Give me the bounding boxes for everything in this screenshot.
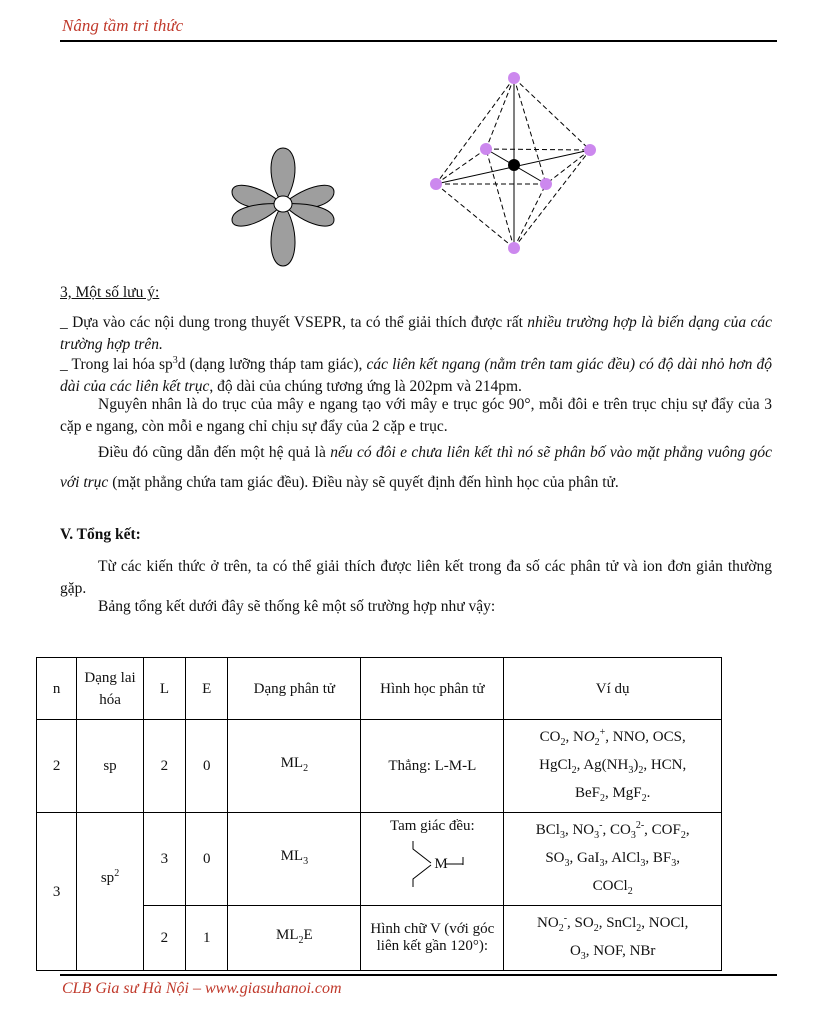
header-cell: L (143, 658, 185, 720)
summary-table (36, 657, 722, 971)
cell-n: 2 (37, 720, 77, 813)
cell-examples: BCl$_3$, $NO_3^-$, $CO_3^{2-}$, $COF_2$, $SO_3$, GaI$_3$, AlCl$_3$, $BF_3$, COCl$_2$ (504, 813, 722, 906)
section5-paragraph-2: Bảng tổng kết dưới đây sẽ thống kê một số trường hợp như vậy: (98, 598, 496, 615)
cell-e: 0 (186, 720, 228, 813)
octahedron-figure (424, 66, 604, 256)
section3-title: 3, Một số lưu ý: (60, 284, 160, 301)
cell-e: 1 (186, 906, 228, 971)
cell-hybridization: sp (77, 720, 143, 813)
section3-paragraph-4: Điều đó cũng dẫn đến một hệ quả là nếu có đôi e chưa liên kết thì nó sẽ phân bố vào mặt phẳng vuông góc với trục (mặt phẳng chứa tam giác đều). Điều này sẽ quyết định đến hình học của phân tử. (60, 444, 772, 491)
cell-examples: $NO_2^-$, $SO_2$, SnCl$_2$, NOCl, $O_3$, NOF, NBr (504, 906, 722, 971)
section3-paragraph-2: _ Trong lai hóa $sp^3d$ (dạng lưỡng tháp tam giác), các liên kết ngang (nằm trên tam giác đều) có độ dài nhỏ hơn độ dài của các liên kết trục, độ dài của chúng tương ứng là 202pm và 214pm. (60, 355, 772, 396)
table-row (37, 813, 722, 906)
geometry-label: Tam giác đều: (389, 818, 475, 834)
cell-molecule-type: $ML_2E$ (228, 906, 361, 971)
cell-e: 0 (186, 813, 228, 906)
cell-geometry: Thẳng: L-M-L (361, 720, 504, 813)
cell-l: 2 (143, 906, 185, 971)
trigonal-diagram (365, 837, 499, 889)
cell-l: 2 (143, 720, 185, 813)
cell-n: 3 (37, 813, 77, 971)
header-cell: n (37, 658, 77, 720)
section3-paragraph-3: Nguyên nhân là do trục của mây e ngang tạo với mây e trục góc 90°, mỗi đôi e trên trục chịu sự đẩy của 3 cặp e ngang, còn mỗi e ngang chỉ chịu sự đẩy của 2 cặp e trục. (60, 396, 772, 435)
section5-paragraph-1: Từ các kiến thức ở trên, ta có thể giải thích được liên kết trong đa số các phân tử và ion đơn giản thường gặp. (60, 558, 772, 597)
header-cell: Hình học phân tử (361, 658, 504, 720)
table-row (37, 720, 722, 813)
header-cell: Ví dụ (504, 658, 722, 720)
header-rule (60, 40, 777, 42)
header-cell: Dạng lai hóa (77, 658, 143, 720)
footer-rule (60, 974, 777, 976)
cell-geometry (361, 813, 504, 906)
table-header-row (37, 658, 722, 720)
cell-molecule-type: $ML_3$ (228, 813, 361, 906)
header-cell: Dạng phân tử (228, 658, 361, 720)
page-footer: CLB Gia sư Hà Nội – www.giasuhanoi.com (62, 980, 342, 997)
header-cell: E (186, 658, 228, 720)
metal-label: M (434, 856, 448, 872)
cell-l: 3 (143, 813, 185, 906)
section3-paragraph-1: _ Dựa vào các nội dung trong thuyết VSEPR, ta có thể giải thích được rất nhiều trường hợp là biến dạng của các trường hợp trên. (60, 314, 772, 353)
cell-geometry: Hình chữ V (với góc liên kết gần 120°): (361, 906, 504, 971)
orbital-lobes-figure (228, 142, 338, 272)
section5-title: V. Tổng kết: (60, 526, 141, 543)
page-header: Nâng tầm tri thức (62, 16, 184, 35)
cell-hybridization: $sp^2$ (77, 813, 143, 971)
cell-molecule-type: $ML_2$ (228, 720, 361, 813)
cell-examples: $CO_2$, $NO_2^+$, NNO, OCS, HgCl$_2$, $Ag(NH_3)_2$, HCN, BeF$_2$, MgF$_2$. (504, 720, 722, 813)
